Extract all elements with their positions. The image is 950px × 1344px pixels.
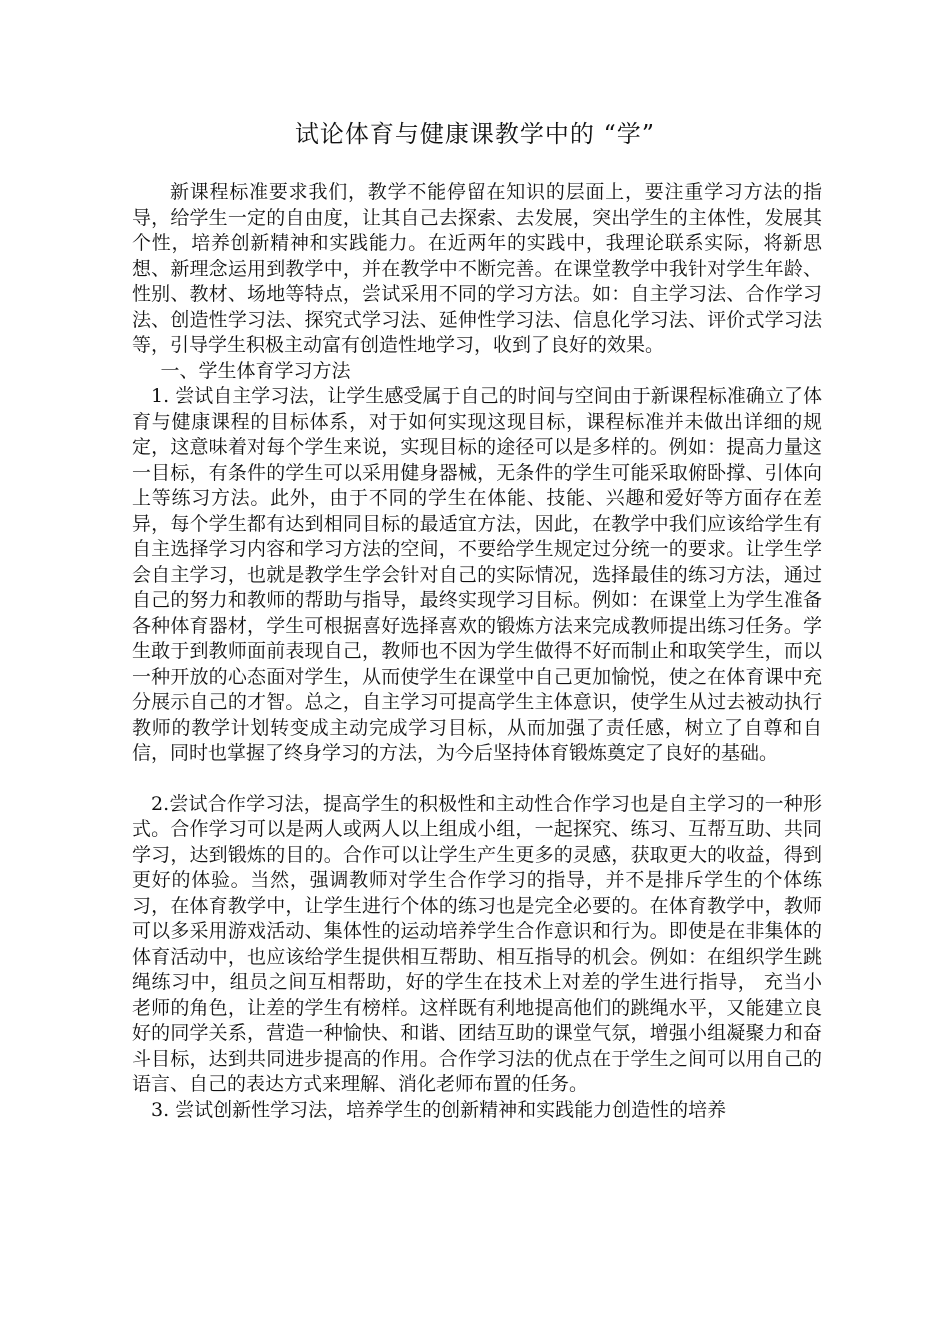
section-heading: 一、学生体育学习方法 bbox=[160, 359, 351, 382]
document-title: 试论体育与健康课教学中的 “学” bbox=[294, 120, 656, 148]
method-paragraph-2: 2.尝试合作学习法，提高学生的积极性和主动性合作学习也是自主学习的一种形式。合作学习可以是两人或两人以上组成小组，一起探究、练习、互帮互助、共同学习，达到锻炼的目的。合作可以让学生产生更多的灵感，获取更大的收益，得到更好的体验。当然，强调教师对学生合作学习的指导，并不是排斥学生的个体练习，在体育教学中，让学生进行个体的练习也是完全必要的。在体育教学中，教师可以多采用游戏活动、集体性的运动培养学生合作意识和行为。即使是在非集体的体育活动中，也应该给学生提供相互帮助、相互指导的机会。例如：在组织学生跳绳练习中，组员之间互相帮助，好的学生在技术上对差的学生进行指导， 充当小老师的角色，让差的学生有榜样。这样既有利地提高他们的跳绳水平，又能建立良好的同学关系，营造一种愉快、和谐、团结互助的课堂气氛，增强小组凝聚力和奋斗目标，达到共同进步提高的作用。合作学习法的优点在于学生之间可以用自己的语言、自己的表达方式来理解、消化老师布置的任务。 bbox=[132, 792, 822, 1095]
method-paragraph-1: 1. 尝试自主学习法，让学生感受属于自己的时间与空间由于新课程标准确立了体育与健康课程的目标体系，对于如何实现这现目标，课程标准并未做出详细的规定，这意味着对每个学生来说，实现目标的途径可以是多样的。例如：提高力量这一目标，有条件的学生可以采用健身器械，无条件的学生可能采取俯卧撑、引体向上等练习方法。此外，由于不同的学生在体能、技能、兴趣和爱好等方面存在差异，每个学生都有达到相同目标的最适宜方法，因此，在教学中我们应该给学生有自主选择学习内容和学习方法的空间，不要给学生规定过分统一的要求。让学生学会自主学习，也就是教学生学会针对自己的实际情况，选择最佳的练习方法，通过自己的努力和教师的帮助与指导，最终实现学习目标。例如：在课堂上为学生准备各种体育器材，学生可根据喜好选择喜欢的锻炼方法来完成教师提出练习任务。学生敢于到教师面前表现自己，教师也不因为学生做得不好而制止和取笑学生，而以一种开放的心态面对学生，从而使学生在课堂中自己更加愉悦，使之在体育课中充分展示自己的才智。总之，自主学习可提高学生主体意识，使学生从过去被动执行教师的教学计划转变成主动完成学习目标，从而加强了责任感，树立了自尊和自信，同时也掌握了终身学习的方法，为今后坚持体育锻炼奠定了良好的基础。 bbox=[132, 385, 822, 764]
intro-paragraph: 新课程标准要求我们，教学不能停留在知识的层面上，要注重学习方法的指导，给学生一定的自由度，让其自己去探索、去发展，突出学生的主体性，发展其个性，培养创新精神和实践能力。在近两年的实践中，我理论联系实际，将新思想、新理念运用到教学中，并在教学中不断完善。在课堂教学中我针对学生年龄、性别、教材、场地等特点，尝试采用不同的学习方法。如：自主学习法、合作学习法、创造性学习法、探究式学习法、延伸性学习法、信息化学习法、评价式学习法等，引导学生积极主动富有创造性地学习，收到了良好的效果。 bbox=[132, 181, 822, 356]
document-body bbox=[132, 180, 822, 1123]
method-paragraph-3: 3. 尝试创新性学习法，培养学生的创新精神和实践能力创造性的培养 bbox=[151, 1098, 727, 1121]
